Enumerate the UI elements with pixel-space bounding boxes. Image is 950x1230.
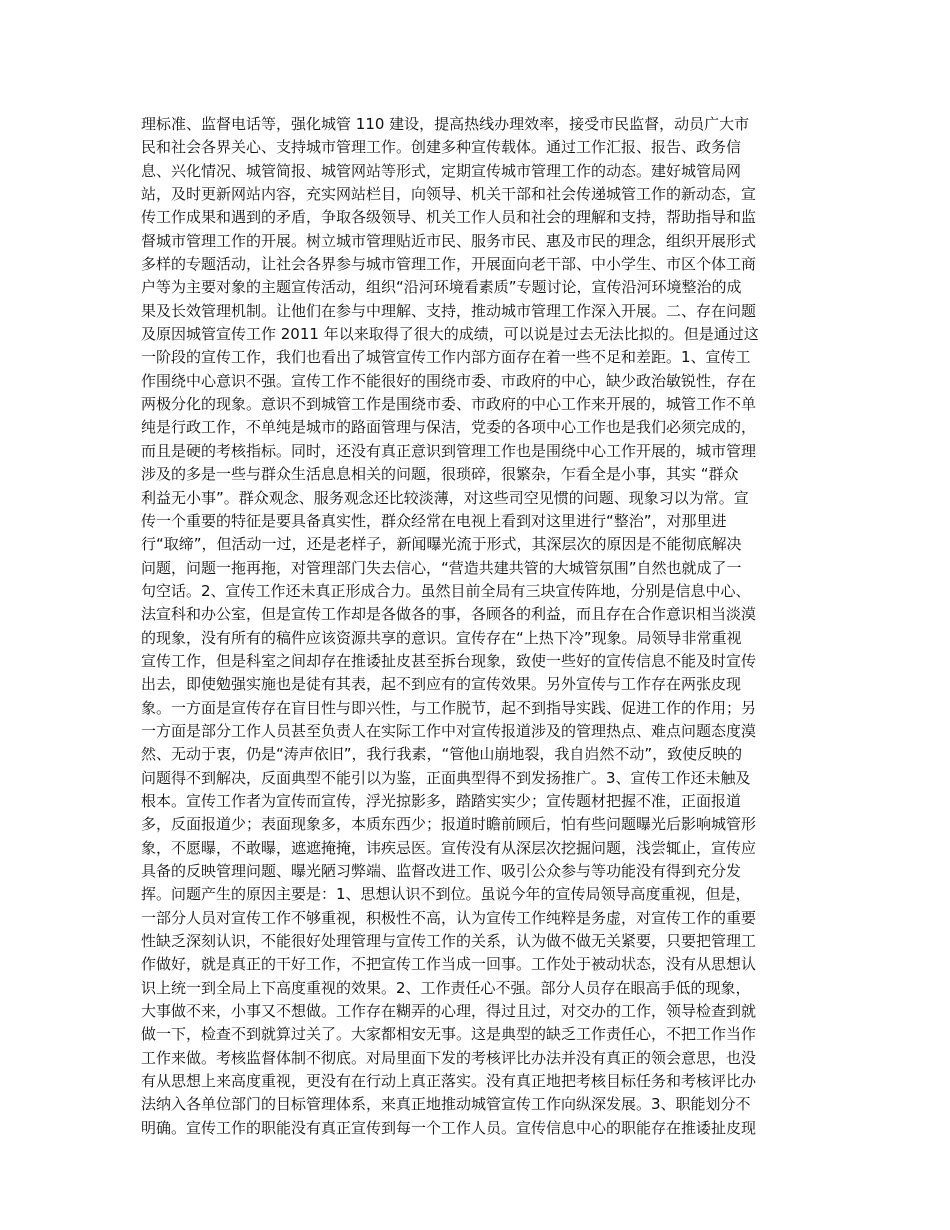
text-line: 做一下，检查不到就算过关了。大家都相安无事。这是典型的缺乏工作责任心，不把工作当作 bbox=[141, 1025, 757, 1044]
text-line: 户等为主要对象的主题宣传活动，组织“沿河环境看素质”专题讨论，宣传沿河环境整治的成 bbox=[141, 278, 742, 297]
text-line: 一方面是部分工作人员甚至负责人在实际工作中对宣传报道涉及的管理热点、难点问题态度漠 bbox=[141, 721, 757, 740]
text-line: 法纳入各单位部门的目标管理体系，来真正地推动城管宣传工作向纵深发展。3、职能划分不 bbox=[141, 1095, 751, 1114]
text-line: 挥。问题产生的原因主要是：1、思想认识不到位。虽说今年的宣传局领导高度重视，但是， bbox=[141, 885, 751, 904]
text-line: 宣传工作，但是科室之间却存在推诿扯皮甚至拆台现象，致使一些好的宣传信息不能及时宣传 bbox=[141, 651, 757, 670]
text-line: 督城市管理工作的开展。树立城市管理贴近市民、服务市民、惠及市民的理念，组织开展形式 bbox=[141, 231, 757, 250]
text-line: 识上统一到全局上下高度重视的效果。2、工作责任心不强。部分人员存在眼高手低的现象， bbox=[141, 978, 751, 997]
text-line: 的现象，没有所有的稿件应该资源共享的意识。宣传存在“上热下冷”现象。局领导非常重视 bbox=[141, 628, 742, 647]
text-line: 传一个重要的特征是要具备真实性，群众经常在电视上看到对这里进行“整治”，对那里进 bbox=[141, 511, 727, 530]
text-line: 问题得不到解决，反面典型不能引以为鉴，正面典型得不到发扬推广。3、宣传工作还未触及 bbox=[141, 768, 751, 787]
text-line: 法宣科和办公室，但是宣传工作却是各做各的事，各顾各的利益，而且存在合作意识相当淡漠 bbox=[141, 605, 757, 624]
text-line: 行“取缔”，但活动一过，还是老样子，新闻曝光流于形式，其深层次的原因是不能彻底解决 bbox=[141, 535, 742, 554]
text-line: 然、无动于衷，仍是“涛声依旧”，我行我素，“管他山崩地裂，我自岿然不动”，致使反映的 bbox=[141, 745, 743, 764]
text-line: 多，反面报道少；表面现象多，本质东西少；报道时瞻前顾后，怕有些问题曝光后影响城管形 bbox=[141, 815, 757, 834]
text-line: 涉及的多是一些与群众生活息息相关的问题，很琐碎，很繁杂，乍看全是小事，其实 “群众 bbox=[141, 465, 739, 484]
text-line: 大事做不来，小事又不想做。工作存在糊弄的心理，得过且过，对交办的工作，领导检查到就 bbox=[141, 1002, 757, 1021]
text-line: 明确。宣传工作的职能没有真正宣传到每一个工作人员。宣传信息中心的职能存在推诿扯皮现 bbox=[141, 1118, 757, 1137]
text-line: 性缺乏深刻认识，不能很好处理管理与宣传工作的关系，认为做不做无关紧要，只要把管理工 bbox=[141, 932, 757, 951]
text-line: 纯是行政工作，不单纯是城市的路面管理与保洁，党委的各项中心工作也是我们必须完成的， bbox=[141, 418, 757, 437]
document-page bbox=[141, 113, 811, 1140]
text-line: 根本。宣传工作者为宣传而宣传，浮光掠影多，踏踏实实少；宣传题材把握不准，正面报道 bbox=[141, 791, 742, 810]
text-line: 及原因城管宣传工作 2011 年以来取得了很大的成绩，可以说是过去无法比拟的。但是通过这 bbox=[141, 325, 759, 344]
text-line: 有从思想上来高度重视，更没有在行动上真正落实。没有真正地把考核目标任务和考核评比办 bbox=[141, 1072, 757, 1091]
text-line: 工作来做。考核监督体制不彻底。对局里面下发的考核评比办法并没有真正的领会意思，也没 bbox=[141, 1048, 757, 1067]
text-line: 句空话。2、宣传工作还未真正形成合力。虽然目前全局有三块宣传阵地，分别是信息中心、 bbox=[141, 581, 751, 600]
text-line: 象，不愿曝，不敢曝，遮遮掩掩，讳疾忌医。宣传没有从深层次挖掘问题，浅尝辄止，宣传应 bbox=[141, 838, 757, 857]
text-line: 象。一方面是宣传存在盲目性与即兴性，与工作脱节，起不到指导实践、促进工作的作用；另 bbox=[141, 698, 757, 717]
text-line: 问题，问题一拖再拖，对管理部门失去信心，“营造共建共管的大城管氛围”自然也就成了一 bbox=[141, 558, 742, 577]
text-line: 民和社会各界关心、支持城市管理工作。创建多种宣传载体。通过工作汇报、报告、政务信 bbox=[141, 138, 742, 157]
text-line: 而且是硬的考核指标。同时，还没有真正意识到管理工作也是围绕中心工作开展的，城市管理 bbox=[141, 441, 757, 460]
text-line: 果及长效管理机制。让他们在参与中理解、支持，推动城市管理工作深入开展。二、存在问题 bbox=[141, 301, 757, 320]
text-line: 两极分化的现象。意识不到城管工作是围绕市委、市政府的中心工作来开展的，城管工作不单 bbox=[141, 395, 757, 414]
text-line: 一部分人员对宣传工作不够重视，积极性不高，认为宣传工作纯粹是务虚，对宣传工作的重要 bbox=[141, 908, 757, 927]
text-line: 理标准、监督电话等，强化城管 110 建设，提高热线办理效率，接受市民监督，动员广大市 bbox=[141, 115, 750, 133]
text-line: 息、兴化情况、城管简报、城管网站等形式，定期宣传城市管理工作的动态。建好城管局网 bbox=[141, 161, 742, 180]
text-line: 出去，即使勉强实施也是徒有其表，起不到应有的宣传效果。另外宣传与工作存在两张皮现 bbox=[141, 675, 742, 694]
text-line: 作围绕中心意识不强。宣传工作不能很好的围绕市委、市政府的中心，缺少政治敏锐性，存在 bbox=[141, 371, 757, 390]
text-line: 多样的专题活动，让社会各界参与城市管理工作，开展面向老干部、中小学生、市区个体工商 bbox=[141, 255, 757, 274]
text-line: 一阶段的宣传工作，我们也看出了城管宣传工作内部方面存在着一些不足和差距。1、宣传工 bbox=[141, 348, 751, 367]
text-line: 站，及时更新网站内容，充实网站栏目，向领导、机关干部和社会传递城管工作的新动态，宣 bbox=[141, 185, 757, 204]
text-line: 利益无小事”。群众观念、服务观念还比较淡薄，对这些司空见惯的问题、现象习以为常。宣 bbox=[141, 488, 749, 507]
text-line: 具备的反映管理问题、曝光陋习弊端、监督改进工作、吸引公众参与等功能没有得到充分发 bbox=[141, 862, 742, 880]
text-line: 作做好，就是真正的干好工作，不把宣传工作当成一回事。工作处于被动状态，没有从思想认 bbox=[141, 955, 757, 974]
text-line: 传工作成果和遇到的矛盾，争取各级领导、机关工作人员和社会的理解和支持，帮助指导和监 bbox=[141, 208, 757, 227]
